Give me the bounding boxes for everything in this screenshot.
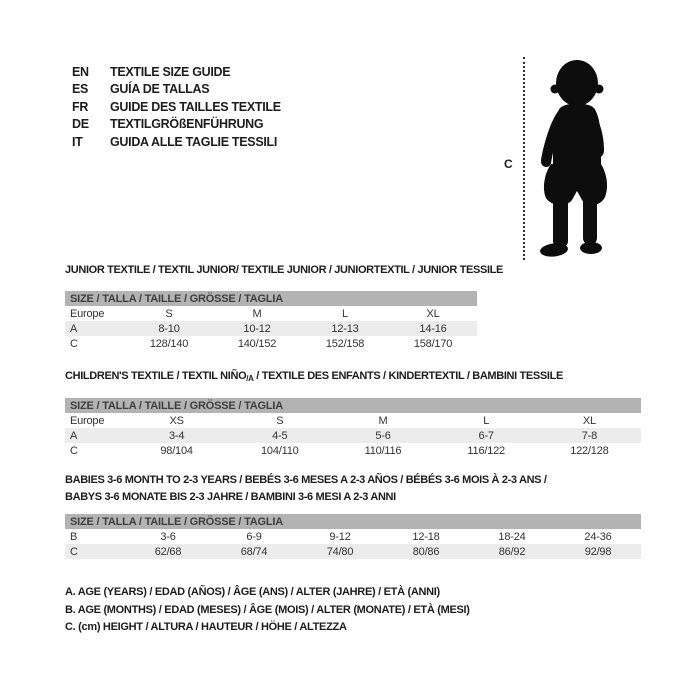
table-cell: 116/122 — [467, 444, 505, 457]
table-cell: 6-9 — [246, 530, 262, 543]
row-label: B — [70, 530, 78, 543]
table-row-height — [65, 544, 641, 559]
table-title-line2: BABYS 3-6 MONATE BIS 2-3 JAHRE / BAMBINI 3-6 MESI A 2-3 ANNI — [65, 491, 396, 503]
language-list — [72, 63, 281, 151]
childrens-textile-table — [65, 369, 641, 458]
table-cell: 122/128 — [570, 444, 609, 457]
table-row-age — [65, 428, 641, 443]
table-cell: XL — [426, 307, 440, 320]
size-header-band — [65, 398, 641, 413]
language-label: TEXTILGRÖßENFÜHRUNG — [110, 117, 264, 132]
language-code: IT — [72, 134, 83, 149]
language-row-fr — [72, 98, 281, 116]
table-cell: 80/86 — [412, 545, 440, 558]
row-label: Europe — [70, 307, 105, 320]
table-cell: 110/116 — [364, 444, 402, 457]
table-cell: 8-10 — [158, 322, 180, 335]
row-label: C — [70, 545, 78, 558]
table-cell: 92/98 — [584, 545, 612, 558]
language-label: GUIDE DES TAILLES TEXTILE — [110, 99, 281, 114]
language-row-de — [72, 116, 281, 134]
table-title: JUNIOR TEXTILE / TEXTIL JUNIOR/ TEXTILE JUNIOR / JUNIORTEXTIL / JUNIOR TESSILE — [65, 264, 504, 276]
size-header-label: SIZE / TALLA / TAILLE / GRÖSSE / TAGLIA — [70, 399, 284, 412]
language-label: GUIDA ALLE TAGLIE TESSILI — [110, 134, 278, 149]
table-cell: 4-5 — [272, 429, 288, 442]
table-cell: 68/74 — [240, 545, 268, 558]
babies-textile-table — [65, 472, 641, 559]
table-cell: 9-12 — [329, 530, 351, 543]
row-label: Europe — [70, 414, 105, 427]
language-row-en — [72, 63, 281, 81]
table-cell: S — [276, 414, 284, 427]
table-cell: 3-4 — [168, 429, 185, 442]
table-cell: 10-12 — [243, 322, 271, 335]
language-row-es — [72, 81, 281, 99]
size-header-label: SIZE / TALLA / TAILLE / GRÖSSE / TAGLIA — [70, 515, 284, 528]
language-code: DE — [72, 117, 89, 132]
legend — [65, 584, 470, 637]
height-measure-line — [523, 57, 525, 260]
size-header-label: SIZE / TALLA / TAILLE / GRÖSSE / TAGLIA — [70, 292, 284, 305]
table-row-age — [65, 321, 477, 336]
table-cell: S — [165, 307, 173, 320]
table-row-europe — [65, 306, 477, 321]
language-row-it — [72, 133, 281, 151]
junior-textile-table — [65, 263, 504, 351]
table-cell: 12-13 — [331, 322, 359, 335]
table-cell: M — [378, 414, 388, 427]
table-title-line1: BABIES 3-6 MONTH TO 2-3 YEARS / BEBÉS 3-6 MESES A 2-3 AÑOS / BÉBÉS 3-6 MOIS À 2-3 ANS / — [65, 474, 547, 486]
language-code: EN — [72, 64, 89, 79]
table-cell: 3-6 — [160, 530, 176, 543]
table-cell: 98/104 — [160, 444, 193, 457]
table-title — [65, 472, 641, 506]
table-title-subscript: /A — [246, 374, 254, 383]
table-cell: 6-7 — [478, 429, 494, 442]
table-cell: 104/110 — [261, 444, 299, 457]
table-title — [65, 369, 641, 384]
table-cell: 62/68 — [154, 545, 182, 558]
language-code: FR — [72, 99, 89, 114]
table-cell: 158/170 — [413, 337, 453, 350]
baby-silhouette-icon — [533, 58, 623, 260]
table-cell: 140/152 — [237, 337, 277, 350]
row-label: A — [70, 429, 78, 442]
table-cell: M — [252, 307, 262, 320]
table-row-height — [65, 443, 641, 458]
legend-line-c: C. (cm) HEIGHT / ALTURA / HAUTEUR / HÖHE / ALTEZZA — [65, 621, 347, 633]
table-cell: 128/140 — [149, 337, 189, 350]
table-cell: 86/92 — [498, 545, 526, 558]
size-header-band — [65, 514, 641, 529]
table-title-suffix: / TEXTILE DES ENFANTS / KINDERTEXTIL / BAMBINI TESSILE — [253, 370, 563, 382]
table-row-height — [65, 336, 477, 351]
table-cell: L — [342, 307, 348, 320]
table-cell: 7-8 — [581, 429, 598, 442]
row-label: C — [70, 337, 78, 350]
size-header-band — [65, 291, 477, 306]
table-cell: 18-24 — [498, 530, 526, 543]
legend-line-a: A. AGE (YEARS) / EDAD (AÑOS) / ÂGE (ANS) / ALTER (JAHRE) / ETÀ (ANNI) — [65, 586, 440, 598]
table-cell: 24-36 — [584, 530, 612, 543]
language-label: TEXTILE SIZE GUIDE — [110, 64, 231, 79]
language-label: GUÍA DE TALLAS — [110, 82, 210, 97]
table-title-prefix: CHILDREN'S TEXTILE / TEXTIL NIÑO — [65, 370, 247, 382]
legend-line-b: B. AGE (MONTHS) / EDAD (MESES) / ÂGE (MOIS) / ALTER (MONATE) / ETÀ (MESI) — [65, 603, 470, 616]
table-cell: 12-18 — [412, 530, 440, 543]
table-cell: L — [483, 414, 490, 427]
table-cell: 14-16 — [419, 322, 447, 335]
table-row-europe — [65, 413, 641, 428]
table-row-age-months — [65, 529, 641, 544]
height-measure-label: C — [504, 157, 513, 171]
language-code: ES — [72, 82, 89, 97]
row-label: C — [70, 444, 78, 457]
table-cell: XL — [582, 414, 596, 427]
table-cell: XS — [169, 414, 184, 427]
row-label: A — [70, 322, 78, 335]
table-cell: 74/80 — [326, 545, 354, 558]
table-cell: 5-6 — [375, 429, 391, 442]
table-cell: 152/158 — [325, 337, 365, 350]
